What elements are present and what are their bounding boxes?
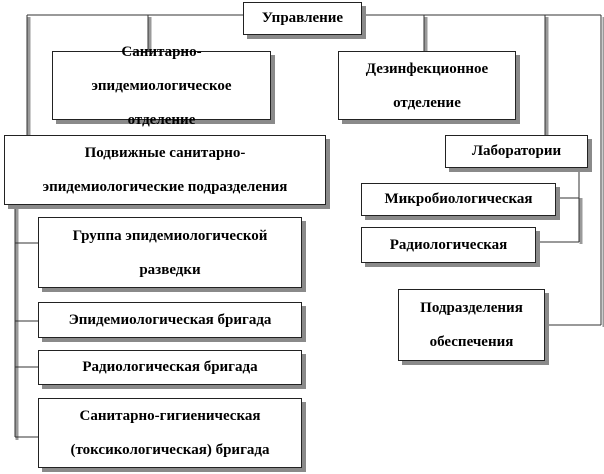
sanitary-hygienic-brigade-label: Санитарно-гигиеническая (токсикологическая) бригада — [70, 408, 270, 458]
laboratories-box — [445, 135, 588, 168]
epidemiological-brigade-box — [38, 302, 302, 338]
mobile-units-label: Подвижные санитарно-эпидемиологические подразделения — [42, 145, 288, 195]
disinfection-department-box — [338, 51, 516, 120]
disinfection-department-label: Дезинфекционное отделение — [365, 60, 489, 111]
sanitary-epidemiological-department-box — [52, 43, 271, 128]
epidemiological-reconnaissance-group-label: Группа эпидемиологической разведки — [72, 227, 268, 278]
management-box — [243, 2, 362, 35]
support-units-box — [398, 289, 545, 361]
microbiological-lab-label: Микробиологическая — [384, 191, 533, 207]
radiological-brigade-label: Радиологическая бригада — [82, 359, 258, 375]
radiological-lab-box — [361, 227, 536, 263]
sanitary-epidemiological-department-label: Санитарно-эпидемиологическое отделение — [91, 43, 232, 128]
mobile-units-box — [4, 135, 326, 205]
microbiological-lab-box — [361, 183, 556, 216]
laboratories-label: Лаборатории — [471, 143, 562, 159]
radiological-brigade-box — [38, 350, 302, 385]
sanitary-hygienic-brigade-box — [38, 398, 302, 468]
management-label: Управление — [261, 10, 344, 26]
epidemiological-brigade-label: Эпидемиологическая бригада — [68, 311, 272, 328]
radiological-lab-label: Радиологическая — [389, 236, 508, 253]
epidemiological-reconnaissance-group-box — [38, 217, 302, 288]
support-units-label: Подразделения обеспечения — [420, 300, 523, 350]
